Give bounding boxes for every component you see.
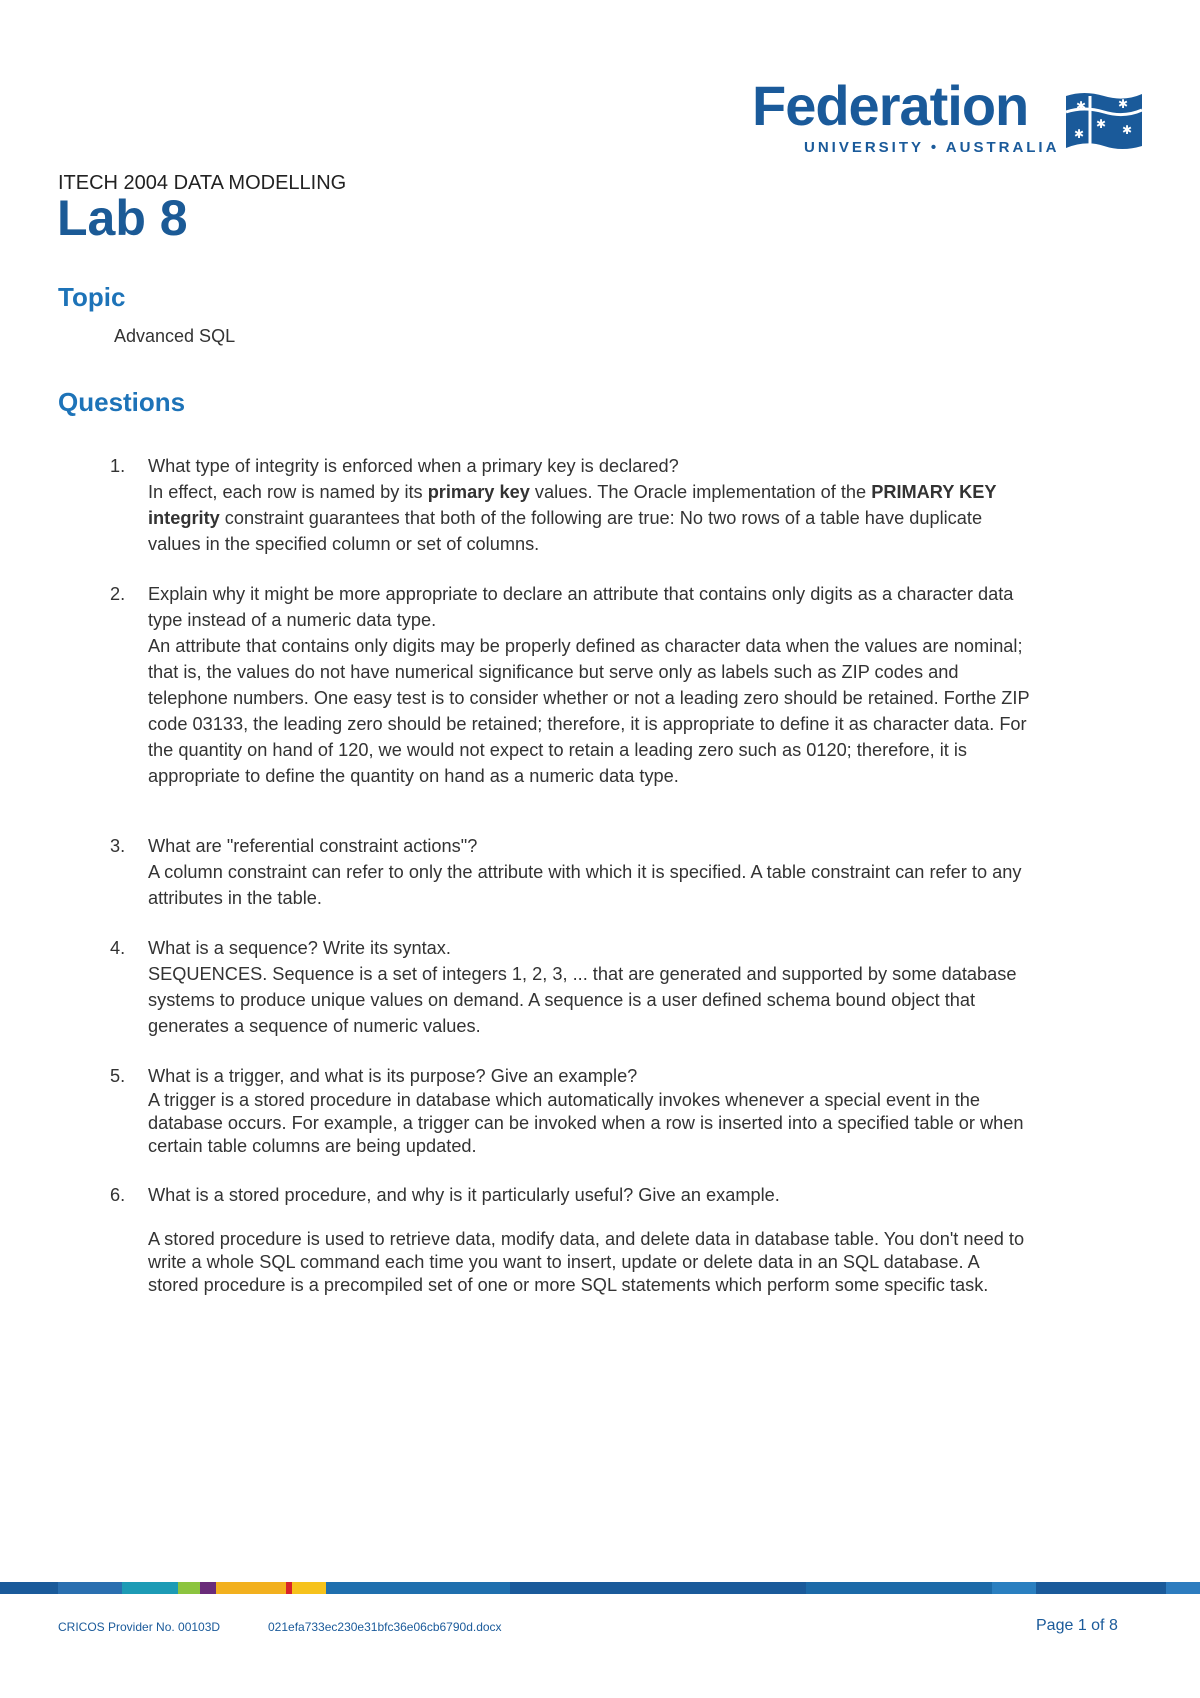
topic-heading: Topic (58, 282, 126, 312)
course-title: ITECH 2004 DATA MODELLING (58, 172, 347, 194)
logo-subtitle: UNIVERSITY • AUSTRALIA (804, 139, 1060, 156)
question-number: 2. (110, 584, 126, 604)
svg-text:✱: ✱ (1074, 127, 1085, 141)
document-filename: 021efa733ec230e31bfc36e06cb6790d.docx (268, 1620, 502, 1634)
logo-wordmark: Federation (752, 74, 1029, 137)
question-item (110, 1063, 1030, 1158)
svg-text:✱: ✱ (1122, 123, 1133, 137)
question-list (110, 453, 1030, 1321)
question-item (110, 833, 1030, 911)
topic-value: Advanced SQL (114, 326, 236, 346)
question-text: What is a sequence? Write its syntax. (148, 938, 451, 958)
question-number: 6. (110, 1185, 126, 1205)
question-number: 4. (110, 938, 126, 958)
svg-text:✱: ✱ (1096, 117, 1107, 131)
question-item (110, 581, 1030, 789)
question-item (110, 935, 1030, 1039)
question-number: 3. (110, 836, 126, 856)
page-number: Page 1 of 8 (1036, 1617, 1118, 1634)
answer-text: In effect, each row is named by its primary key values. The Oracle implementation of the PRIMARY KEY integrity constraint guarantees that both of the following are true: No two rows of a table have duplicate values in the specified column or set of columns. (148, 482, 997, 554)
question-text: What is a stored procedure, and why is it particularly useful? Give an example. (148, 1185, 780, 1205)
lab-title: Lab 8 (57, 190, 188, 246)
federation-logo (752, 74, 1150, 162)
question-number: 5. (110, 1066, 126, 1086)
question-number: 1. (110, 456, 126, 476)
footer-color-band (0, 1582, 1200, 1594)
question-text: Explain why it might be more appropriate to declare an attribute that contains only digits as a character data type instead of a numeric data type. (148, 584, 1014, 630)
answer-text: SEQUENCES. Sequence is a set of integers 1, 2, 3, ... that are generated and supported by some database systems to produce unique values on demand. A sequence is a user defined schema bound object that generates a sequence of numeric values. (148, 964, 1017, 1036)
svg-text:✱: ✱ (1118, 97, 1129, 111)
question-text: What type of integrity is enforced when a primary key is declared? (148, 456, 679, 476)
answer-text: A trigger is a stored procedure in database which automatically invokes whenever a special event in the database occurs. For example, a trigger can be invoked when a row is inserted into a specified table or when certain table columns are being updated. (148, 1090, 1024, 1156)
answer-text: A stored procedure is used to retrieve data, modify data, and delete data in database table. You don't need to write a whole SQL command each time you want to insert, update or delete data in an SQL database. A stored procedure is a precompiled set of one or more SQL statements which perform some specific task. (148, 1229, 1025, 1295)
questions-heading: Questions (58, 387, 186, 417)
answer-text: An attribute that contains only digits may be properly defined as character data when the values are nominal; that is, the values do not have numerical significance but serve only as labels such as ZIP codes and telephone numbers. One easy test is to consider whether or not a leading zero should be retained. Forthe ZIP code 03133, the leading zero should be retained; therefore, it is appropriate to define it as character data. For the quantity on hand of 120, we would not expect to retain a leading zero such as 0120; therefore, it is appropriate to define the quantity on hand as a numeric data type. (148, 636, 1030, 786)
question-text: What is a trigger, and what is its purpose? Give an example? (148, 1066, 638, 1086)
question-item (110, 453, 1030, 557)
question-text: What are "referential constraint actions"? (148, 836, 478, 856)
cricos-provider: CRICOS Provider No. 00103D (58, 1620, 221, 1634)
svg-text:✱: ✱ (1076, 99, 1087, 113)
bold-term: PRIMARY KEY integrity (148, 482, 997, 528)
answer-text: A column constraint can refer to only the attribute with which it is specified. A table constraint can refer to any attributes in the table. (148, 862, 1022, 908)
bold-term: primary key (427, 482, 530, 502)
question-item (110, 1182, 1030, 1297)
flag-emblem-icon (1064, 88, 1144, 158)
